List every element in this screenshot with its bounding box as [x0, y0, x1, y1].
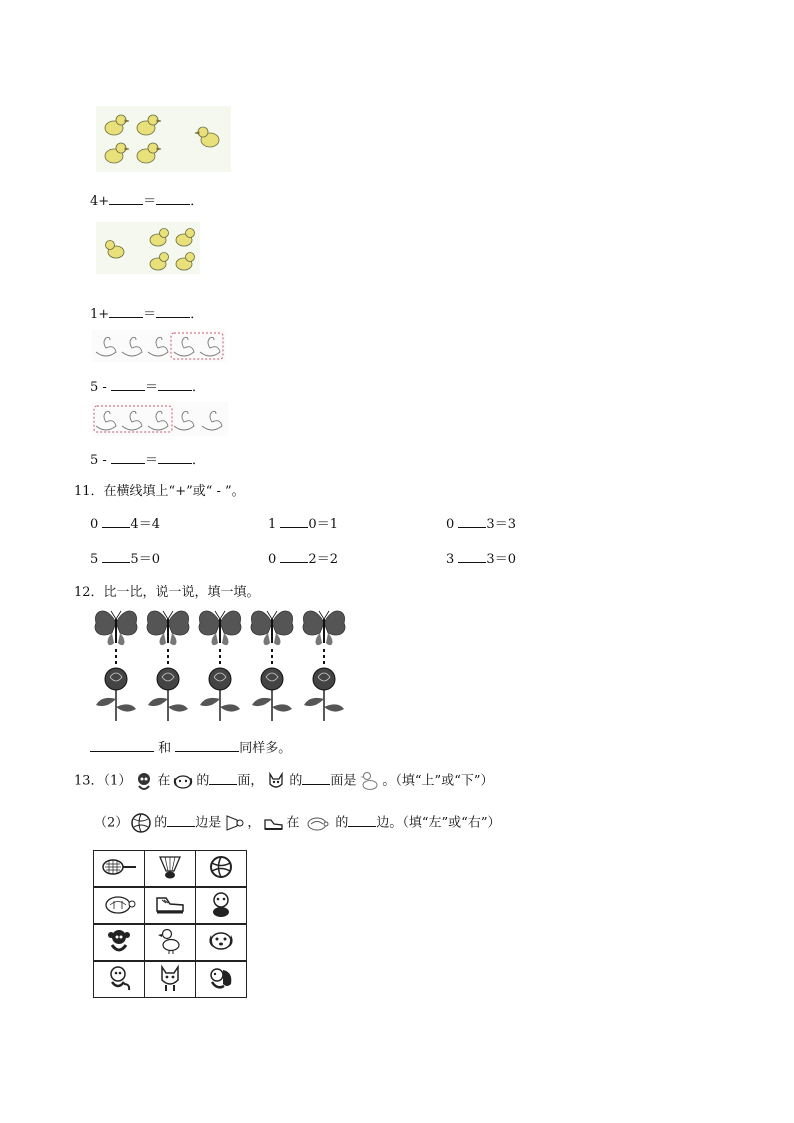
question-12-title: 12．比一比，说一说，填一填。	[74, 585, 260, 600]
answer-blank[interactable]	[156, 306, 190, 318]
answer-blank[interactable]	[158, 452, 192, 464]
shoe-icon	[154, 892, 186, 916]
butterfly-flower-illustration	[90, 605, 354, 725]
monkey-icon	[133, 770, 155, 792]
shuttlecock-icon	[223, 812, 245, 834]
dog-icon	[172, 770, 194, 792]
answer-blank[interactable]	[167, 815, 195, 827]
operator-blank[interactable]	[102, 516, 130, 528]
grid-row	[94, 961, 247, 998]
grid-row	[94, 887, 247, 924]
q11-item: 3 3＝0	[446, 552, 516, 567]
answer-blank[interactable]	[175, 740, 239, 752]
chick-picture-1	[96, 106, 231, 172]
duck-icon	[358, 770, 380, 792]
q11-item: 1 0＝1	[268, 517, 338, 532]
grid-cell	[145, 887, 196, 924]
operator-blank[interactable]	[280, 516, 308, 528]
chick-group-icon	[96, 106, 231, 172]
grid-cell	[145, 924, 196, 961]
operator-blank[interactable]	[102, 551, 130, 563]
ball-icon	[130, 812, 152, 834]
q13-part1: 13．（1） 在 的 面， 的 面是 。（填“上”或“下”）	[74, 770, 494, 793]
cat-icon	[157, 964, 183, 992]
butterfly-flower-picture	[90, 605, 354, 725]
grid-cell	[94, 851, 145, 888]
grid-row	[94, 851, 247, 888]
clown-icon	[208, 890, 234, 918]
q11-item: 0 3＝3	[446, 517, 516, 532]
grid-cell	[94, 887, 145, 924]
operator-blank[interactable]	[280, 551, 308, 563]
question-11-title: 11．在横线填上“+”或“ - ”。	[74, 484, 245, 499]
grid-cell	[196, 961, 247, 998]
answer-blank[interactable]	[109, 306, 143, 318]
shuttlecock-icon	[156, 854, 184, 880]
rose-icon	[96, 668, 136, 721]
q13-part2: （2） 的 边是 ， 在 的 边。（填“左”或“右”）	[94, 812, 500, 835]
ball-icon	[208, 854, 234, 880]
grid-cell	[196, 924, 247, 961]
swan-picture-1	[92, 330, 226, 362]
equation-1: 4+ ＝ ．	[90, 194, 204, 209]
q11-item: 5 5＝0	[90, 552, 160, 567]
swan-group-icon	[92, 330, 226, 362]
answer-blank[interactable]	[111, 379, 145, 391]
grid-cell	[196, 851, 247, 888]
equation-2: 1+ ＝ ．	[90, 307, 204, 322]
monkey-icon	[106, 964, 132, 992]
grid-row	[94, 924, 247, 961]
chick-picture-2	[96, 222, 200, 274]
answer-blank[interactable]	[156, 193, 190, 205]
turtle-icon	[102, 892, 136, 916]
answer-blank[interactable]	[111, 452, 145, 464]
answer-blank[interactable]	[109, 193, 143, 205]
answer-blank[interactable]	[90, 740, 154, 752]
q11-item: 0 2＝2	[268, 552, 338, 567]
equation-4: 5 - ＝ ．	[90, 453, 205, 468]
answer-blank[interactable]	[302, 773, 330, 785]
equation-3: 5 - ＝ ．	[90, 380, 205, 395]
butterfly-icon	[95, 611, 137, 645]
monkey-icon	[106, 927, 132, 955]
operator-blank[interactable]	[458, 551, 486, 563]
q11-item: 0 4＝4	[90, 517, 160, 532]
turtle-icon	[301, 812, 333, 834]
grid-cell	[145, 851, 196, 888]
racket-icon	[101, 856, 137, 878]
cat-icon	[265, 770, 287, 792]
operator-blank[interactable]	[458, 516, 486, 528]
swan-group-icon	[92, 402, 228, 436]
grid-cell	[145, 961, 196, 998]
grid-cell	[196, 887, 247, 924]
swan-picture-2	[92, 402, 228, 436]
duck-icon	[157, 927, 183, 955]
answer-blank[interactable]	[348, 815, 376, 827]
object-grid	[93, 850, 247, 998]
dog-icon	[206, 927, 236, 955]
q12-answer-line: 和 同样多。	[90, 737, 291, 756]
chick-group-icon	[96, 222, 200, 274]
grid-cell	[94, 961, 145, 998]
answer-blank[interactable]	[158, 379, 192, 391]
shoe-icon	[262, 812, 284, 834]
squirrel-icon	[207, 964, 235, 992]
grid-cell	[94, 924, 145, 961]
answer-blank[interactable]	[209, 773, 237, 785]
